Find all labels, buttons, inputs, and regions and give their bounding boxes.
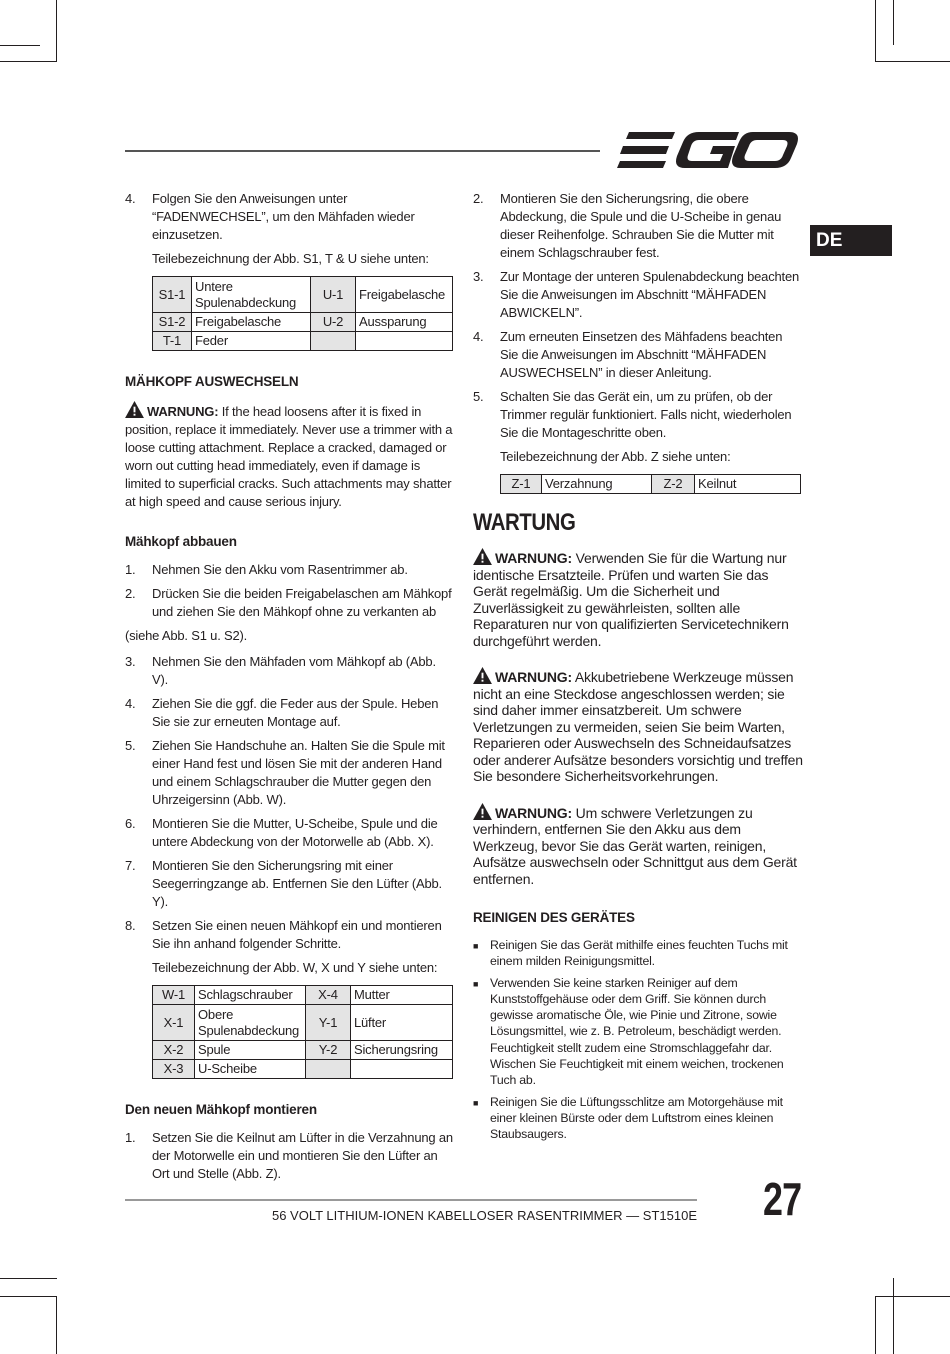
table-cell: Z-2: [652, 475, 695, 494]
table-cell: Schlagschrauber: [195, 986, 306, 1005]
step-text: Setzen Sie die Keilnut am Lüfter in die Verzahnung an der Motorwelle ein und montieren Sie den Lüfter an Ort und Stelle (Abb. Z).: [152, 1130, 453, 1181]
table-cell: W-1: [153, 986, 195, 1005]
crop-mark: [0, 1278, 57, 1279]
left-column: [125, 190, 455, 1189]
warning-triangle-icon: [473, 667, 492, 684]
page-number: 27: [763, 1173, 802, 1225]
warning-label: WARNUNG:: [147, 404, 219, 419]
crop-mark: [0, 61, 57, 62]
table-cell: X-4: [306, 986, 351, 1005]
list-item: [125, 857, 455, 911]
warning-label: WARNUNG:: [495, 804, 572, 821]
list-item: [473, 190, 803, 262]
crop-mark: [875, 1296, 950, 1297]
step-text: Zum erneuten Einsetzen des Mähfadens beachten Sie die Anweisungen im Abschnitt “MÄHFADEN AUSWECHSELN” in dieser Anleitung.: [500, 329, 783, 380]
table-cell: Freigabelasche: [192, 313, 311, 332]
table-cell: S1-2: [153, 313, 192, 332]
list-item: [125, 585, 455, 621]
warning-block: [473, 548, 803, 649]
ego-logo: [617, 128, 799, 172]
step-text: Nehmen Sie den Akku vom Rasentrimmer ab.: [152, 562, 408, 577]
table-cell: U-2: [311, 313, 356, 332]
step-number: 6.: [125, 816, 136, 831]
list-item: [473, 388, 803, 442]
crop-mark: [893, 0, 894, 45]
table-row: [501, 475, 801, 494]
table-cell: X-3: [153, 1060, 195, 1079]
bullet-text: Reinigen Sie das Gerät mithilfe eines feuchten Tuchs mit einem milden Reinigungsmittel.: [490, 938, 788, 969]
warning-block: [125, 401, 455, 511]
list-item: [125, 815, 455, 851]
step-number: 1.: [125, 562, 136, 577]
table-cell: X-1: [153, 1005, 195, 1041]
table-cell: [351, 1060, 453, 1079]
table-row: [153, 1041, 453, 1060]
table-row: [153, 277, 453, 313]
step-text: Nehmen Sie den Mähfaden vom Mähkopf ab (Abb. V).: [152, 654, 436, 687]
crop-mark: [875, 61, 950, 62]
crop-mark: [0, 1296, 57, 1297]
subsection-heading: Mähkopf abbauen: [125, 534, 237, 549]
step-text: Ziehen Sie Handschuhe an. Halten Sie die Spule mit einer Hand fest und lösen Sie mit der anderen Hand und einem Schlagschrauber die Mutter gegen den Uhrzeigersinn (Abb. W).: [152, 738, 445, 807]
step-text: Montieren Sie die Mutter, U-Scheibe, Spule und die untere Abdeckung von der Motorwelle ab (Abb. X).: [152, 816, 438, 849]
warning-block: [473, 667, 803, 785]
step-text: Schalten Sie das Gerät ein, um zu prüfen, ob der Trimmer regulär funktioniert. Falls nicht, wiederholen Sie die Montageschritte oben.: [500, 389, 792, 440]
warning-triangle-icon: [125, 401, 144, 418]
step-number: 3.: [473, 269, 484, 284]
subsection-heading: Den neuen Mähkopf montieren: [125, 1102, 317, 1117]
crop-mark: [56, 1296, 57, 1354]
table-caption: Teilebezeichnung der Abb. Z siehe unten:: [500, 449, 731, 464]
list-item: [125, 190, 455, 244]
table-cell: X-2: [153, 1041, 195, 1060]
warning-triangle-icon: [473, 803, 492, 820]
warning-label: WARNUNG:: [495, 669, 572, 685]
bullet-text: Reinigen Sie die Lüftungsschlitze am Motorgehäuse mit einer kleinen Bürste oder dem Luftstrom eines kleinen Staubsaugers.: [490, 1094, 783, 1142]
table-cell: Y-1: [306, 1005, 351, 1041]
table-cell: [356, 332, 453, 351]
right-column: [473, 190, 803, 1148]
table-row: [153, 1060, 453, 1079]
step-number: 5.: [473, 389, 484, 404]
crop-mark: [56, 0, 57, 62]
table-cell: Untere Spulenabdeckung: [192, 277, 311, 313]
header-rule: [125, 150, 600, 152]
table-cell: [306, 1060, 351, 1079]
step-number: 2.: [125, 586, 136, 601]
step-text: Drücken Sie die beiden Freigabelaschen am Mähkopf und ziehen Sie den Mähkopf ohne zu verkanten ab: [152, 586, 452, 619]
parts-table-z: [500, 474, 801, 494]
step-number: 2.: [473, 191, 484, 206]
crop-mark: [893, 1278, 894, 1354]
list-item: [473, 1094, 803, 1143]
footer-product-line: 56 VOLT LITHIUM-IONEN KABELLOSER RASENTRIMMER — ST1510E: [271, 1208, 697, 1223]
table-cell: [311, 332, 356, 351]
table-cell: S1-1: [153, 277, 192, 313]
list-item: [473, 975, 803, 1089]
section-heading: REINIGEN DES GERÄTES: [473, 910, 635, 925]
list-item: [125, 917, 455, 953]
table-cell: Freigabelasche: [356, 277, 453, 313]
list-item: [125, 737, 455, 809]
table-cell: Verzahnung: [542, 475, 652, 494]
step-text: Setzen Sie einen neuen Mähkopf ein und montieren Sie ihn anhand folgender Schritte.: [152, 918, 442, 951]
step-text: Montieren Sie den Sicherungsring, die obere Abdeckung, die Spule und die U-Scheibe in genau dieser Reihenfolge. Schrauben Sie die Mutter mit einem Schlagschrauber fest.: [500, 191, 782, 260]
warning-text: If the head loosens after it is fixed in position, replace it immediately. Never use a trimmer with a loose cutting attachment. Replace a cracked, damaged or worn out cutting head immediately, even if damage is limited to superficial cracks. Such attachments may shatter at high speed and cause serious injury.: [125, 404, 453, 509]
table-cell: Obere Spulenabdeckung: [195, 1005, 306, 1041]
warning-text: Verwenden Sie für die Wartung nur identische Ersatzteile. Prüfen und warten Sie das Gerät regelmäßig. Um die Sicherheit und Zuverlässigkeit zu gewährleisten, sollten alle Reparaturen nur von qualifizierten Servicetechnikern durchgeführt werden.: [473, 550, 789, 649]
list-item: [125, 653, 455, 689]
step-text: Folgen Sie den Anweisungen unter “FADENWECHSEL”, um den Mähfaden wieder einzusetzen.: [152, 191, 415, 242]
step-number: 3.: [125, 654, 136, 669]
step-number: 5.: [125, 738, 136, 753]
list-item: [473, 937, 803, 970]
step-number: 7.: [125, 858, 136, 873]
step-number: 4.: [473, 329, 484, 344]
step-text: Montieren Sie den Sicherungsring mit einer Seegerringzange ab. Entfernen Sie den Lüfter (Abb. Y).: [152, 858, 442, 909]
table-caption: Teilebezeichnung der Abb. S1, T & U siehe unten:: [152, 251, 429, 266]
table-cell: Lüfter: [351, 1005, 453, 1041]
warning-triangle-icon: [473, 548, 492, 565]
table-cell: Aussparung: [356, 313, 453, 332]
table-row: [153, 986, 453, 1005]
square-bullet-icon: ■: [473, 941, 479, 951]
table-cell: U-1: [311, 277, 356, 313]
table-cell: Y-2: [306, 1041, 351, 1060]
crop-mark: [875, 0, 876, 62]
step-number: 4.: [125, 696, 136, 711]
parts-table-s1-t-u: [152, 276, 453, 351]
table-cell: Keilnut: [695, 475, 801, 494]
list-item: [125, 695, 455, 731]
table-row: [153, 1005, 453, 1041]
table-caption: Teilebezeichnung der Abb. W, X und Y siehe unten:: [152, 960, 438, 975]
table-cell: Sicherungsring: [351, 1041, 453, 1060]
table-cell: U-Scheibe: [195, 1060, 306, 1079]
table-cell: Spule: [195, 1041, 306, 1060]
table-cell: Mutter: [351, 986, 453, 1005]
table-cell: Feder: [192, 332, 311, 351]
warning-label: WARNUNG:: [495, 550, 572, 566]
list-item: [473, 268, 803, 322]
table-cell: Z-1: [501, 475, 542, 494]
table-row: [153, 332, 453, 351]
list-item: [125, 561, 455, 579]
step-number: 4.: [125, 191, 136, 206]
crop-mark: [875, 1296, 876, 1354]
step-number: 8.: [125, 918, 136, 933]
list-item: [473, 328, 803, 382]
step-text: Zur Montage der unteren Spulenabdeckung beachten Sie die Anweisungen im Abschnitt “MÄHFADEN ABWICKELN”.: [500, 269, 800, 320]
step-text: Ziehen Sie die ggf. die Feder aus der Spule. Heben Sie sie zur erneuten Montage auf.: [152, 696, 439, 729]
table-cell: T-1: [153, 332, 192, 351]
warning-text: Um schwere Verletzungen zu verhindern, entfernen Sie den Akku aus dem Werkzeug, bevor Sie das Gerät warten, reinigen, Aufsätze auswechseln oder Schnittgut aus dem Gerät entfernen.: [473, 804, 797, 887]
bullet-text: Verwenden Sie keine starken Reiniger auf dem Kunststoffgehäuse oder dem Griff. Sie können durch gewisse aromatische Öle, wie Pinie und Zitrone, sowie Lösungsmittel, wie z. B. Petroleum, beschädigt werden. Feuchtigkeit stellt zudem eine Stromschlaggefahr dar. Wischen Sie Feuchtigkeit mit einem weichen, trockenen Tuch ab.: [490, 975, 784, 1088]
list-item: [125, 1129, 455, 1183]
table-row: [153, 313, 453, 332]
crop-mark: [0, 45, 40, 46]
parts-table-w-x-y: [152, 985, 453, 1079]
step-note: (siehe Abb. S1 u. S2).: [125, 628, 248, 643]
square-bullet-icon: ■: [473, 978, 479, 989]
section-heading: MÄHKOPF AUSWECHSELN: [125, 374, 299, 389]
language-tab: DE: [810, 225, 892, 256]
step-number: 1.: [125, 1130, 136, 1145]
warning-block: [473, 803, 803, 888]
warning-text: Akkubetriebene Werkzeuge müssen nicht an eine Steckdose angeschlossen werden; sie sind daher immer einsatzbereit. Um schwere Verletzungen zu vermeiden, seien Sie beim Warten, Reparieren oder Auswechseln des Schneidaufsatzes oder anderer Aufsätze besonders vorsichtig und treffen Sie besondere Sicherheitsvorkehrungen.: [473, 669, 803, 784]
section-title: WARTUNG: [473, 509, 576, 536]
footer-rule: [125, 1199, 697, 1201]
square-bullet-icon: ■: [473, 1097, 479, 1108]
